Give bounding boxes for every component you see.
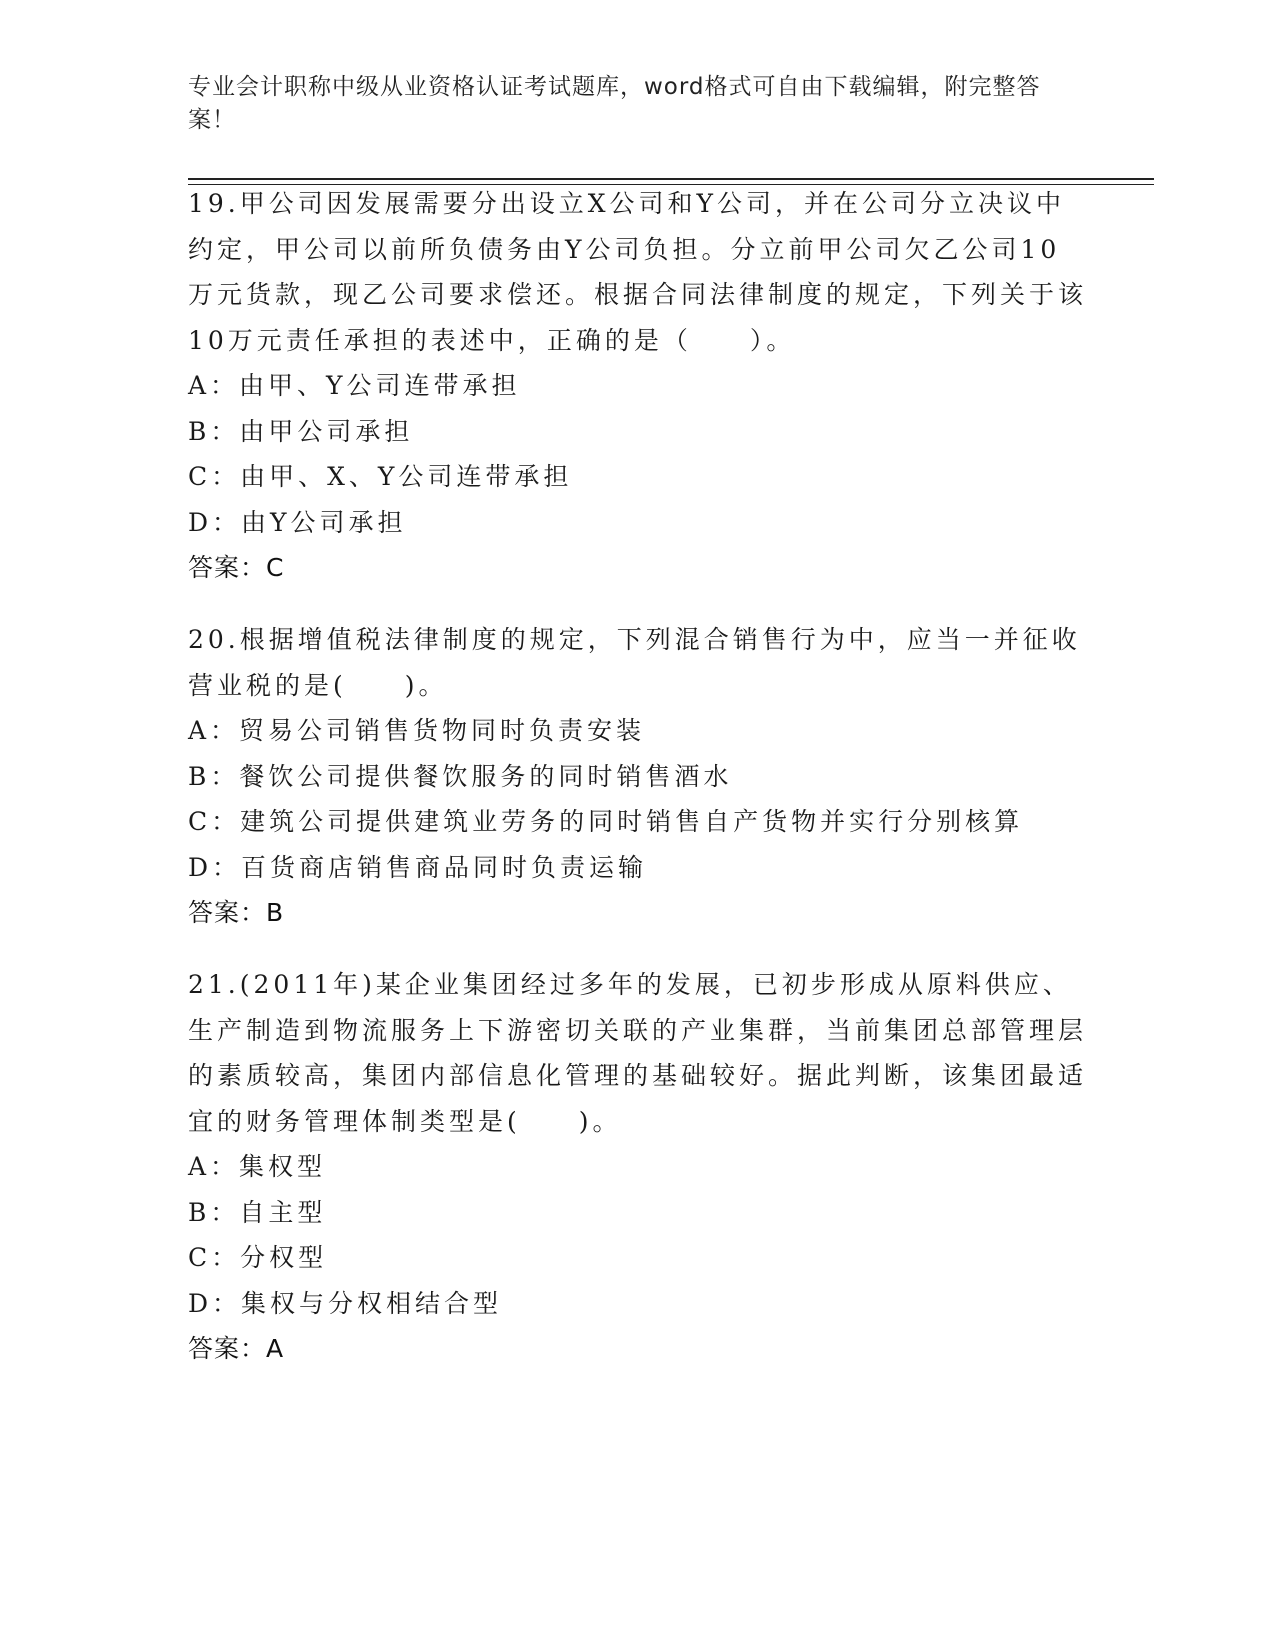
header-rule-thick <box>188 178 1154 180</box>
question-text: 20.根据增值税法律制度的规定，下列混合销售行为中，应当一并征收营业税的是( )。 <box>188 625 1081 700</box>
option-b: B：餐饮公司提供餐饮服务的同时销售酒水 <box>188 761 733 791</box>
answer: 答案：B <box>188 898 285 927</box>
answer: 答案：C <box>188 553 285 582</box>
question-21 <box>188 962 1088 1372</box>
option-a: A：贸易公司销售货物同时负责安装 <box>188 716 646 745</box>
option-a: A：由甲、Y公司连带承担 <box>188 371 521 400</box>
question-20 <box>188 617 1088 936</box>
option-c: C：建筑公司提供建筑业劳务的同时销售自产货物并实行分别核算 <box>188 807 1024 836</box>
question-19 <box>188 181 1088 591</box>
option-c: C：分权型 <box>188 1243 328 1272</box>
option-a: A：集权型 <box>188 1152 327 1181</box>
option-c: C：由甲、X、Y公司连带承担 <box>188 462 573 491</box>
question-text: 19.甲公司因发展需要分出设立X公司和Y公司，并在公司分立决议中约定，甲公司以前所负债务由Y公司负担。分立前甲公司欠乙公司10万元货款，现乙公司要求偿还。根据合同法律制度的规定，下列关于该10万元责任承担的表述中，正确的是（ ）。 <box>188 189 1088 355</box>
document-header: 专业会计职称中级从业资格认证考试题库，word格式可自由下载编辑，附完整答案！ <box>188 74 1041 133</box>
option-d: D：集权与分权相结合型 <box>188 1288 503 1318</box>
option-b: B：自主型 <box>188 1197 327 1227</box>
option-d: D：由Y公司承担 <box>188 507 407 537</box>
question-text: 21.(2011年)某企业集团经过多年的发展，已初步形成从原料供应、生产制造到物流服务上下游密切关联的产业集群，当前集团总部管理层的素质较高，集团内部信息化管理的基础较好。据此判断，该集团最适宜的财务管理体制类型是( )。 <box>188 970 1088 1136</box>
option-b: B：由甲公司承担 <box>188 416 414 446</box>
answer: 答案：A <box>188 1334 285 1363</box>
option-d: D：百货商店销售商品同时负责运输 <box>188 852 648 882</box>
